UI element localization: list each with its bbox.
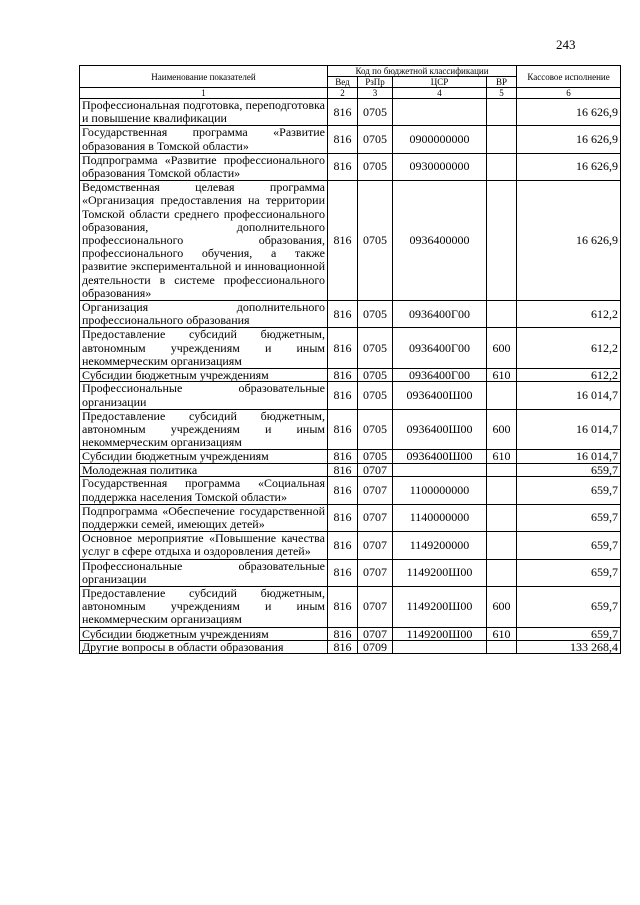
column-number: 5 xyxy=(487,88,517,99)
table-row xyxy=(80,640,621,653)
cell-rzpr: 0705 xyxy=(358,181,393,301)
cell-vr: 600 xyxy=(487,328,517,369)
cell-amount: 659,7 xyxy=(517,627,621,640)
cell-vr: 600 xyxy=(487,586,517,627)
cell-vr xyxy=(487,382,517,409)
column-number: 3 xyxy=(358,88,393,99)
cell-ved: 816 xyxy=(328,328,358,369)
cell-name: Профессиональная подготовка, переподготовка и повышение квалификации xyxy=(80,99,328,126)
cell-csr: 0936400Ш00 xyxy=(393,450,487,463)
cell-name: Государственная программа «Социальная поддержка населения Томской области» xyxy=(80,477,328,504)
cell-name: Подпрограмма «Развитие профессионального образования Томской области» xyxy=(80,153,328,180)
cell-amount: 16 014,7 xyxy=(517,409,621,450)
cell-vr xyxy=(487,463,517,476)
cell-vr xyxy=(487,153,517,180)
cell-amount: 659,7 xyxy=(517,463,621,476)
cell-rzpr: 0705 xyxy=(358,301,393,328)
cell-ved: 816 xyxy=(328,532,358,559)
cell-ved: 816 xyxy=(328,181,358,301)
cell-csr: 0936400Г00 xyxy=(393,328,487,369)
cell-csr xyxy=(393,640,487,653)
cell-csr: 1100000000 xyxy=(393,477,487,504)
cell-name: Профессиональные образовательные организации xyxy=(80,382,328,409)
cell-name: Предоставление субсидий бюджетным, автономным учреждениям и иным некоммерческим организациям xyxy=(80,586,328,627)
cell-amount: 133 268,4 xyxy=(517,640,621,653)
header-ved: Вед xyxy=(328,77,358,88)
cell-vr: 600 xyxy=(487,409,517,450)
cell-csr: 0936400Ш00 xyxy=(393,409,487,450)
cell-ved: 816 xyxy=(328,409,358,450)
table-row xyxy=(80,409,621,450)
cell-rzpr: 0707 xyxy=(358,586,393,627)
cell-ved: 816 xyxy=(328,126,358,153)
cell-rzpr: 0705 xyxy=(358,328,393,369)
column-number-row xyxy=(80,88,621,99)
header-csr: ЦСР xyxy=(393,77,487,88)
cell-name: Субсидии бюджетным учреждениям xyxy=(80,450,328,463)
cell-amount: 16 626,9 xyxy=(517,153,621,180)
table-row xyxy=(80,301,621,328)
table-row xyxy=(80,504,621,531)
cell-csr: 0936400Г00 xyxy=(393,369,487,382)
cell-ved: 816 xyxy=(328,640,358,653)
cell-csr: 0930000000 xyxy=(393,153,487,180)
cell-name: Другие вопросы в области образования xyxy=(80,640,328,653)
table-row xyxy=(80,627,621,640)
cell-csr: 0936400000 xyxy=(393,181,487,301)
cell-vr xyxy=(487,181,517,301)
cell-csr xyxy=(393,463,487,476)
cell-csr: 0900000000 xyxy=(393,126,487,153)
cell-ved: 816 xyxy=(328,463,358,476)
cell-name: Субсидии бюджетным учреждениям xyxy=(80,627,328,640)
cell-rzpr: 0705 xyxy=(358,450,393,463)
cell-name: Основное мероприятие «Повышение качества услуг в сфере отдыха и оздоровления детей» xyxy=(80,532,328,559)
cell-ved: 816 xyxy=(328,477,358,504)
table-row xyxy=(80,369,621,382)
cell-vr xyxy=(487,301,517,328)
cell-rzpr: 0705 xyxy=(358,126,393,153)
cell-ved: 816 xyxy=(328,153,358,180)
cell-amount: 659,7 xyxy=(517,532,621,559)
cell-rzpr: 0705 xyxy=(358,382,393,409)
cell-amount: 612,2 xyxy=(517,301,621,328)
page-number: 243 xyxy=(556,37,576,52)
cell-amount: 612,2 xyxy=(517,328,621,369)
cell-name: Субсидии бюджетным учреждениям xyxy=(80,369,328,382)
cell-csr: 0936400Г00 xyxy=(393,301,487,328)
cell-name: Молодежная политика xyxy=(80,463,328,476)
cell-csr xyxy=(393,99,487,126)
cell-csr: 1140000000 xyxy=(393,504,487,531)
cell-amount: 612,2 xyxy=(517,369,621,382)
cell-amount: 659,7 xyxy=(517,477,621,504)
column-number: 6 xyxy=(517,88,621,99)
cell-name: Подпрограмма «Обеспечение государственной поддержки семей, имеющих детей» xyxy=(80,504,328,531)
header-code-group: Код по бюджетной классификации xyxy=(328,66,517,77)
cell-rzpr: 0707 xyxy=(358,504,393,531)
cell-ved: 816 xyxy=(328,586,358,627)
cell-csr: 1149200000 xyxy=(393,532,487,559)
table-row xyxy=(80,153,621,180)
cell-amount: 659,7 xyxy=(517,504,621,531)
cell-name: Предоставление субсидий бюджетным, автономным учреждениям и иным некоммерческим организациям xyxy=(80,328,328,369)
cell-rzpr: 0709 xyxy=(358,640,393,653)
column-number: 1 xyxy=(80,88,328,99)
table-row xyxy=(80,450,621,463)
cell-csr: 1149200Ш00 xyxy=(393,586,487,627)
cell-ved: 816 xyxy=(328,627,358,640)
column-number: 4 xyxy=(393,88,487,99)
cell-rzpr: 0707 xyxy=(358,532,393,559)
cell-csr: 1149200Ш00 xyxy=(393,559,487,586)
table-row xyxy=(80,586,621,627)
column-number: 2 xyxy=(328,88,358,99)
cell-ved: 816 xyxy=(328,450,358,463)
cell-vr xyxy=(487,126,517,153)
cell-rzpr: 0707 xyxy=(358,463,393,476)
table-row xyxy=(80,126,621,153)
cell-name: Профессиональные образовательные организации xyxy=(80,559,328,586)
budget-execution-table xyxy=(79,65,621,654)
cell-name: Ведомственная целевая программа «Организация предоставления на территории Томской области среднего профессионального образования, дополнительного профессионального образования, профессионального обучения, а также развитие экспериментальной и инновационной деятельности в системе профессионального образования» xyxy=(80,181,328,301)
cell-amount: 16 014,7 xyxy=(517,450,621,463)
table-row xyxy=(80,463,621,476)
cell-ved: 816 xyxy=(328,504,358,531)
cell-amount: 659,7 xyxy=(517,559,621,586)
cell-vr xyxy=(487,477,517,504)
table-row xyxy=(80,328,621,369)
cell-csr: 1149200Ш00 xyxy=(393,627,487,640)
cell-vr xyxy=(487,99,517,126)
cell-rzpr: 0707 xyxy=(358,627,393,640)
cell-vr xyxy=(487,504,517,531)
cell-name: Предоставление субсидий бюджетным, автономным учреждениям и иным некоммерческим организациям xyxy=(80,409,328,450)
cell-rzpr: 0705 xyxy=(358,409,393,450)
cell-vr: 610 xyxy=(487,627,517,640)
table-row xyxy=(80,477,621,504)
cell-amount: 16 626,9 xyxy=(517,99,621,126)
header-row xyxy=(80,66,621,77)
cell-ved: 816 xyxy=(328,369,358,382)
cell-amount: 16 014,7 xyxy=(517,382,621,409)
cell-csr: 0936400Ш00 xyxy=(393,382,487,409)
cell-vr: 610 xyxy=(487,450,517,463)
cell-rzpr: 0705 xyxy=(358,99,393,126)
cell-rzpr: 0707 xyxy=(358,559,393,586)
cell-name: Организация дополнительного профессионального образования xyxy=(80,301,328,328)
cell-vr xyxy=(487,640,517,653)
cell-ved: 816 xyxy=(328,382,358,409)
table-row xyxy=(80,99,621,126)
cell-vr xyxy=(487,532,517,559)
cell-ved: 816 xyxy=(328,559,358,586)
cell-vr xyxy=(487,559,517,586)
table-row xyxy=(80,181,621,301)
header-vr: ВР xyxy=(487,77,517,88)
cell-ved: 816 xyxy=(328,301,358,328)
cell-name: Государственная программа «Развитие образования в Томской области» xyxy=(80,126,328,153)
cell-rzpr: 0705 xyxy=(358,369,393,382)
table-row xyxy=(80,532,621,559)
cell-rzpr: 0705 xyxy=(358,153,393,180)
header-rzpr: РзПр xyxy=(358,77,393,88)
header-name: Наименование показателей xyxy=(80,66,328,88)
cell-amount: 659,7 xyxy=(517,586,621,627)
cell-vr: 610 xyxy=(487,369,517,382)
table-row xyxy=(80,382,621,409)
cell-rzpr: 0707 xyxy=(358,477,393,504)
header-amount: Кассовое исполнение xyxy=(517,66,621,88)
table-row xyxy=(80,559,621,586)
cell-ved: 816 xyxy=(328,99,358,126)
cell-amount: 16 626,9 xyxy=(517,181,621,301)
cell-amount: 16 626,9 xyxy=(517,126,621,153)
